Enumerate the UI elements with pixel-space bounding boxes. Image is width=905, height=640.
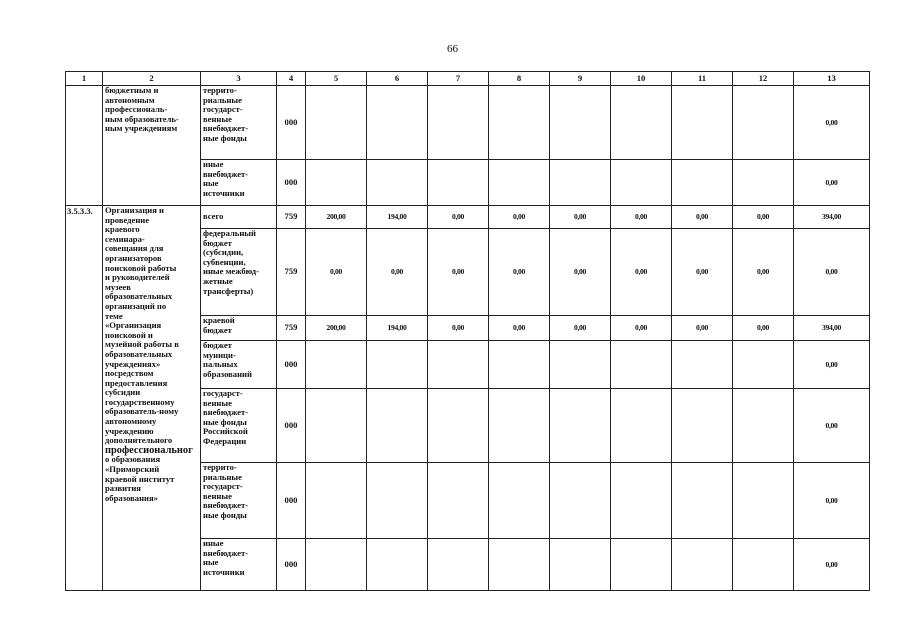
total-cell: 394,00 (794, 316, 870, 341)
table-row (66, 206, 870, 229)
funding-source: иные внебюджет- ные источники (201, 539, 277, 591)
value-cell: 0,00 (550, 206, 611, 229)
value-cell: 0,00 (733, 316, 794, 341)
total-cell: 0,00 (794, 86, 870, 160)
code-cell: 000 (277, 160, 306, 206)
header-cell: 1 (66, 72, 103, 86)
total-cell: 394,00 (794, 206, 870, 229)
value-cell: 194,00 (367, 316, 428, 341)
value-cell: 194,00 (367, 206, 428, 229)
total-cell: 0,00 (794, 389, 870, 463)
code-cell: 000 (277, 86, 306, 160)
value-cell: 0,00 (550, 229, 611, 316)
header-cell: 10 (611, 72, 672, 86)
code-cell: 759 (277, 206, 306, 229)
header-cell: 13 (794, 72, 870, 86)
table-row (66, 86, 870, 160)
value-cell: 0,00 (672, 206, 733, 229)
funding-source: федеральный бюджет (субсидии, субвенции, иные межбюд- жетные трансферты) (201, 229, 277, 316)
code-cell: 000 (277, 539, 306, 591)
value-cell: 0,00 (428, 229, 489, 316)
value-cell: 0,00 (611, 316, 672, 341)
value-cell: 200,00 (306, 316, 367, 341)
funding-source: иные внебюджет- ные источники (201, 160, 277, 206)
item-number-cell (66, 86, 103, 206)
value-cell: 200,00 (306, 206, 367, 229)
value-cell: 0,00 (733, 206, 794, 229)
value-cell: 0,00 (672, 316, 733, 341)
value-cell: 0,00 (367, 229, 428, 316)
value-cell: 0,00 (428, 206, 489, 229)
code-cell: 759 (277, 229, 306, 316)
value-cell: 0,00 (733, 229, 794, 316)
budget-table (65, 71, 870, 591)
header-row (66, 72, 870, 86)
header-cell: 11 (672, 72, 733, 86)
funding-source: всего (201, 206, 277, 229)
value-cell: 0,00 (611, 206, 672, 229)
value-cell: 0,00 (611, 229, 672, 316)
header-cell: 5 (306, 72, 367, 86)
funding-source: террито- риальные государст- венные внебюджет- ные фонды (201, 463, 277, 539)
code-cell: 000 (277, 389, 306, 463)
item-description: бюджетным и автономным профессиональ- ным образователь- ным учреждениям (103, 86, 201, 206)
value-cell: 0,00 (428, 316, 489, 341)
header-cell: 4 (277, 72, 306, 86)
header-cell: 8 (489, 72, 550, 86)
total-cell: 0,00 (794, 229, 870, 316)
item-description: Организация и проведение краевого семинара- совещания для организаторов поисковой работы и руководителей музеев образовательных организаций по теме «Организация поисковой и музейной работы в образовательных учреждениях» посредством предоставления субсидии государственному образователь-ному автономному учреждению дополнительного профессиональног о образования «Приморский краевой институт развития образования» (103, 206, 201, 591)
total-cell: 0,00 (794, 463, 870, 539)
value-cell: 0,00 (489, 316, 550, 341)
total-cell: 0,00 (794, 341, 870, 389)
header-cell: 9 (550, 72, 611, 86)
header-cell: 3 (201, 72, 277, 86)
funding-source: краевой бюджет (201, 316, 277, 341)
code-cell: 000 (277, 341, 306, 389)
header-cell: 6 (367, 72, 428, 86)
page-number: 66 (447, 43, 458, 55)
value-cell: 0,00 (672, 229, 733, 316)
total-cell: 0,00 (794, 160, 870, 206)
code-cell: 759 (277, 316, 306, 341)
value-cell: 0,00 (489, 206, 550, 229)
header-cell: 7 (428, 72, 489, 86)
funding-source: террито- риальные государст- венные внебюджет- ные фонды (201, 86, 277, 160)
code-cell: 000 (277, 463, 306, 539)
total-cell: 0,00 (794, 539, 870, 591)
header-cell: 2 (103, 72, 201, 86)
funding-source: государст- венные внебюджет- ные фонды Российской Федерации (201, 389, 277, 463)
header-cell: 12 (733, 72, 794, 86)
item-number: 3.5.3.3. (66, 206, 103, 591)
value-cell: 0,00 (489, 229, 550, 316)
value-cell: 0,00 (550, 316, 611, 341)
funding-source: бюджет муници- пальных образований (201, 341, 277, 389)
value-cell: 0,00 (306, 229, 367, 316)
